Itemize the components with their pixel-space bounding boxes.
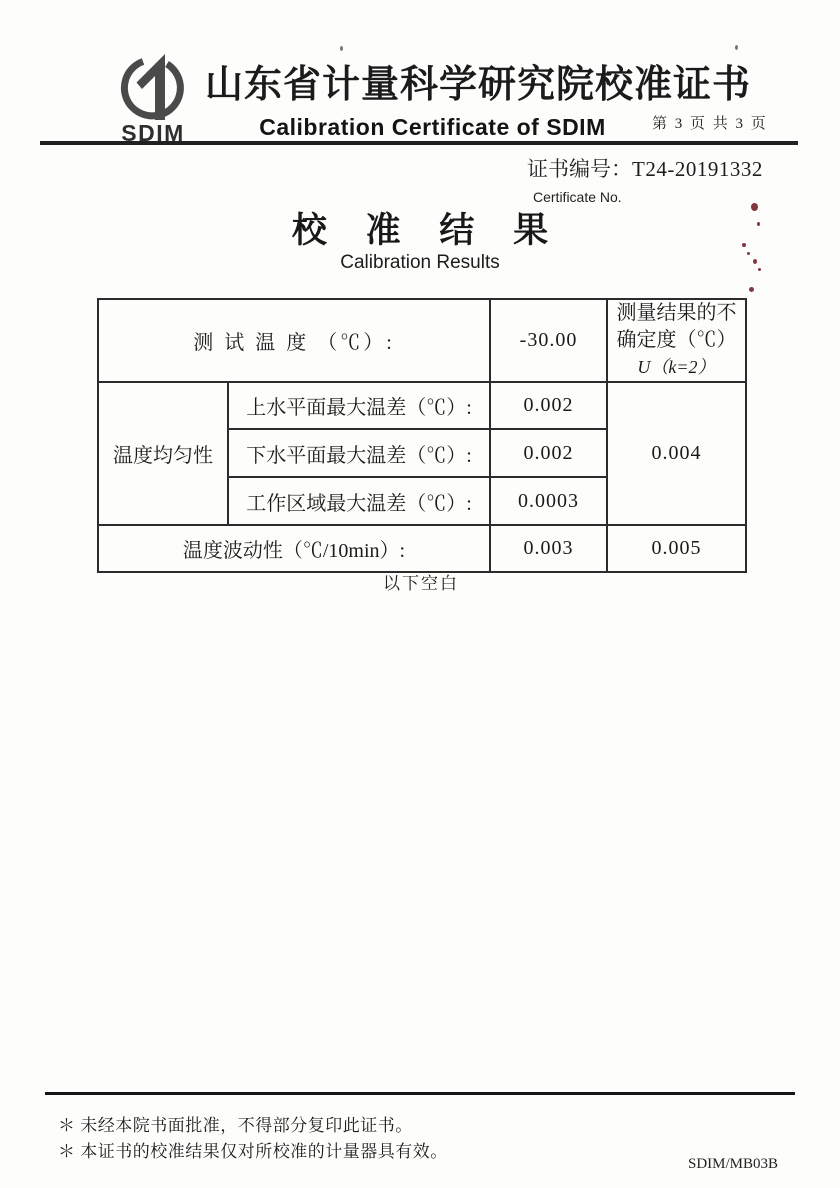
institute-title-en: Calibration Certificate of SDIM [259,114,606,140]
uniformity-uncertainty-value: 0.004 [607,382,746,525]
footnote-copy-restriction: ＊ 未经本院书面批准，不得部分复印此证书。 [58,1116,413,1135]
fluctuation-uncertainty-value: 0.005 [607,525,746,572]
ink-speck [751,203,758,211]
footer-divider [45,1092,795,1095]
certificate-number-block [527,153,763,205]
ink-speck [753,259,757,264]
sdim-logo [102,46,204,146]
logo-label: SDIM [121,120,185,146]
footnote-validity: ＊ 本证书的校准结果仅对所校准的计量器具有效。 [58,1142,448,1161]
results-title-en: Calibration Results [340,252,500,273]
page-number-label: 第 3 页 共 3 页 [652,116,768,132]
work-zone-value: 0.0003 [490,477,607,525]
table-row-upper-surface [98,382,746,429]
ink-speck [742,243,746,247]
lower-surface-label: 下水平面最大温差（℃）: [228,429,490,477]
ink-speck [735,45,738,50]
blank-below-note: 以下空白 [383,574,459,593]
results-title-cn: 校 准 结 果 [291,211,564,250]
ink-speck [757,222,760,226]
ink-speck [749,287,754,292]
ink-speck [758,268,761,271]
table-row-fluctuation [98,525,746,572]
certificate-number-value: T24-20191332 [632,157,763,181]
upper-surface-label: 上水平面最大温差（℃）: [228,382,490,429]
test-temp-value: -30.00 [490,299,607,382]
coverage-factor: U（k=2） [637,357,716,377]
test-temp-label: 测 试 温 度 （℃）: [98,299,490,382]
uniformity-group-label: 温度均匀性 [98,382,228,525]
fluctuation-label: 温度波动性（℃/10min）: [98,525,490,572]
certificate-number-label: 证书编号： [527,157,632,181]
fluctuation-value: 0.003 [490,525,607,572]
ink-speck [340,46,343,51]
certificate-number-label-en: Certificate No. [533,189,622,205]
sdim-emblem-icon [102,46,204,124]
institute-title-cn: 山东省计量科学研究院校准证书 [205,64,752,106]
lower-surface-value: 0.002 [490,429,607,477]
ink-speck [747,252,750,255]
uncertainty-header: 测量结果的不 确定度（℃） U（k=2） [607,299,746,382]
upper-surface-value: 0.002 [490,382,607,429]
work-zone-label: 工作区域最大温差（℃）: [228,477,490,525]
header-divider [40,141,798,145]
table-row-test-temp [98,299,746,382]
form-code: SDIM/MB03B [688,1156,779,1172]
calibration-results-table [97,298,747,573]
